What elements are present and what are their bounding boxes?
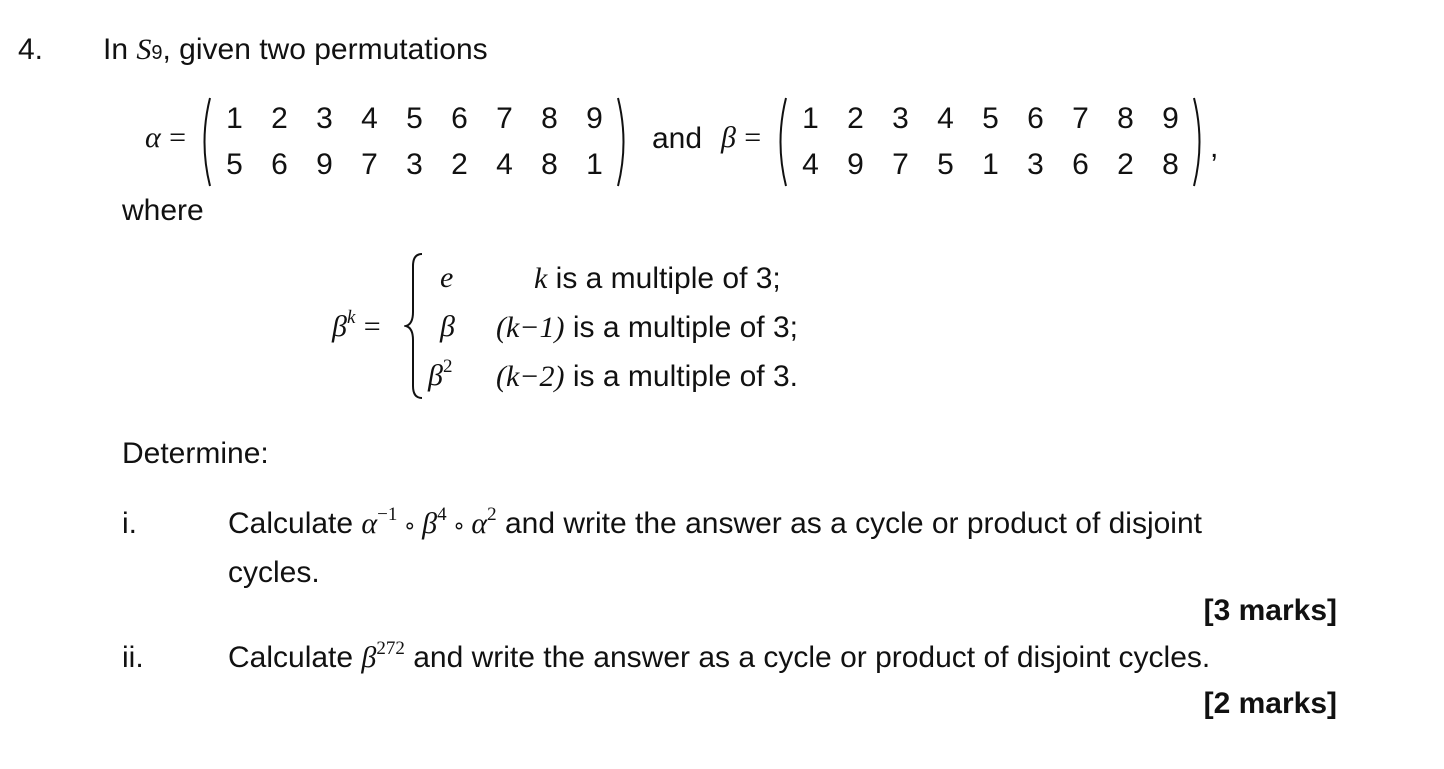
part-i-suffix: and write the answer as a cycle or product of disjoint bbox=[496, 507, 1202, 540]
expr-alpha: α bbox=[471, 507, 488, 540]
alpha-top-row bbox=[212, 96, 617, 142]
expr-beta-exponent: 272 bbox=[376, 638, 405, 659]
beta-label bbox=[721, 121, 761, 155]
piecewise-value: β bbox=[428, 359, 443, 392]
part-i-prefix: Calculate bbox=[228, 507, 362, 540]
compose-symbol: ∘ bbox=[452, 513, 466, 538]
part-i-text bbox=[228, 506, 1202, 546]
condition-expression: (k−1) bbox=[496, 311, 565, 344]
matrix-cell: 2 bbox=[847, 102, 864, 135]
piecewise-condition-3 bbox=[496, 359, 798, 395]
matrix-cell: 3 bbox=[406, 148, 423, 181]
symmetric-group-subscript: 9 bbox=[151, 42, 163, 64]
beta-symbol: β bbox=[721, 121, 736, 154]
matrix-cell: 4 bbox=[496, 148, 513, 181]
beta-matrix bbox=[774, 96, 1206, 188]
matrix-cell: 8 bbox=[541, 148, 558, 181]
matrix-cell: 3 bbox=[1027, 148, 1044, 181]
and-text: and bbox=[652, 122, 703, 155]
intro-suffix: , given two permutations bbox=[162, 33, 488, 66]
matrix-cell: 3 bbox=[892, 102, 909, 135]
matrix-cell: 7 bbox=[1072, 102, 1089, 135]
matrix-cell: 1 bbox=[982, 148, 999, 181]
matrix-cell: 4 bbox=[361, 102, 378, 135]
condition-expression: (k−2) bbox=[496, 360, 565, 393]
part-ii-text bbox=[228, 640, 1210, 680]
piecewise-value: e bbox=[440, 261, 454, 294]
piecewise-value: β bbox=[440, 310, 455, 343]
piecewise-lhs-exponent: k bbox=[346, 307, 356, 328]
piecewise-left-brace bbox=[404, 252, 426, 400]
matrix-cell: 5 bbox=[226, 148, 243, 181]
alpha-bottom-row bbox=[212, 142, 617, 188]
piecewise-row-3 bbox=[428, 356, 453, 393]
matrix-cell: 1 bbox=[802, 102, 819, 135]
matrix-cell: 2 bbox=[271, 102, 288, 135]
alpha-equals: = bbox=[169, 121, 187, 154]
alpha-matrix-table bbox=[212, 96, 617, 188]
matrix-cell: 9 bbox=[1162, 102, 1179, 135]
piecewise-equals: = bbox=[363, 310, 381, 343]
matrix-cell: 2 bbox=[1117, 148, 1134, 181]
matrix-cell: 1 bbox=[586, 148, 603, 181]
question-number: 4. bbox=[18, 33, 44, 66]
where-text: where bbox=[122, 194, 204, 227]
part-i-label: i. bbox=[122, 507, 137, 540]
piecewise-lhs bbox=[332, 307, 381, 344]
condition-text: is a multiple of 3. bbox=[564, 360, 798, 393]
matrix-cell: 5 bbox=[406, 102, 423, 135]
piecewise-condition-1 bbox=[534, 261, 781, 297]
matrix-cell: 1 bbox=[226, 102, 243, 135]
matrix-cell: 6 bbox=[1027, 102, 1044, 135]
matrix-cell: 6 bbox=[271, 148, 288, 181]
matrix-cell: 9 bbox=[586, 102, 603, 135]
symmetric-group-symbol: S bbox=[136, 33, 152, 66]
condition-text: is a multiple of 3; bbox=[547, 262, 781, 295]
beta-bottom-row bbox=[788, 142, 1193, 188]
condition-variable: k bbox=[534, 262, 548, 295]
part-ii-prefix: Calculate bbox=[228, 641, 362, 674]
matrix-cell: 7 bbox=[361, 148, 378, 181]
beta-left-paren bbox=[774, 96, 788, 188]
expr-beta-exponent: 4 bbox=[437, 504, 447, 525]
matrix-cell: 7 bbox=[496, 102, 513, 135]
expr-alpha: α bbox=[361, 507, 378, 540]
matrix-cell: 5 bbox=[982, 102, 999, 135]
question-intro bbox=[103, 32, 488, 71]
trailing-comma: , bbox=[1210, 131, 1219, 164]
matrix-cell: 2 bbox=[451, 148, 468, 181]
matrix-cell: 5 bbox=[937, 148, 954, 181]
part-i-line2: cycles. bbox=[228, 556, 320, 589]
compose-operator bbox=[447, 513, 472, 538]
beta-matrix-table bbox=[788, 96, 1193, 188]
matrix-cell: 7 bbox=[892, 148, 909, 181]
matrix-cell: 8 bbox=[1117, 102, 1134, 135]
compose-operator bbox=[397, 513, 422, 538]
piecewise-row-2 bbox=[440, 310, 455, 344]
matrix-cell: 8 bbox=[541, 102, 558, 135]
condition-text: is a multiple of 3; bbox=[564, 311, 798, 344]
piecewise-value-exponent: 2 bbox=[442, 356, 453, 377]
matrix-cell: 9 bbox=[847, 148, 864, 181]
matrix-cell: 6 bbox=[451, 102, 468, 135]
expr-alpha-exponent: 2 bbox=[487, 504, 497, 525]
compose-symbol: ∘ bbox=[402, 513, 417, 538]
piecewise-lhs-base: β bbox=[332, 310, 347, 343]
part-ii-label: ii. bbox=[122, 641, 144, 674]
part-i-marks: [3 marks] bbox=[1203, 594, 1337, 627]
beta-equals: = bbox=[744, 121, 762, 154]
matrix-cell: 4 bbox=[937, 102, 954, 135]
part-ii-marks: [2 marks] bbox=[1203, 687, 1337, 720]
beta-top-row bbox=[788, 96, 1193, 142]
matrix-cell: 4 bbox=[802, 148, 819, 181]
intro-prefix: In bbox=[103, 33, 137, 66]
piecewise-condition-2 bbox=[496, 310, 798, 346]
matrix-cell: 3 bbox=[316, 102, 333, 135]
expr-beta: β bbox=[422, 507, 438, 540]
beta-right-paren bbox=[1192, 96, 1206, 188]
part-ii-suffix: and write the answer as a cycle or product of disjoint cycles. bbox=[404, 641, 1211, 674]
matrix-cell: 8 bbox=[1162, 148, 1179, 181]
alpha-left-paren bbox=[198, 96, 212, 188]
alpha-matrix bbox=[198, 96, 630, 188]
piecewise-row-1 bbox=[440, 261, 453, 295]
alpha-right-paren bbox=[616, 96, 630, 188]
determine-heading: Determine: bbox=[122, 437, 269, 470]
matrix-cell: 9 bbox=[316, 148, 333, 181]
expr-beta: β bbox=[361, 641, 377, 674]
alpha-label bbox=[145, 121, 186, 155]
alpha-symbol: α bbox=[145, 121, 161, 154]
expr-alpha-exponent: −1 bbox=[377, 504, 398, 525]
matrix-cell: 6 bbox=[1072, 148, 1089, 181]
